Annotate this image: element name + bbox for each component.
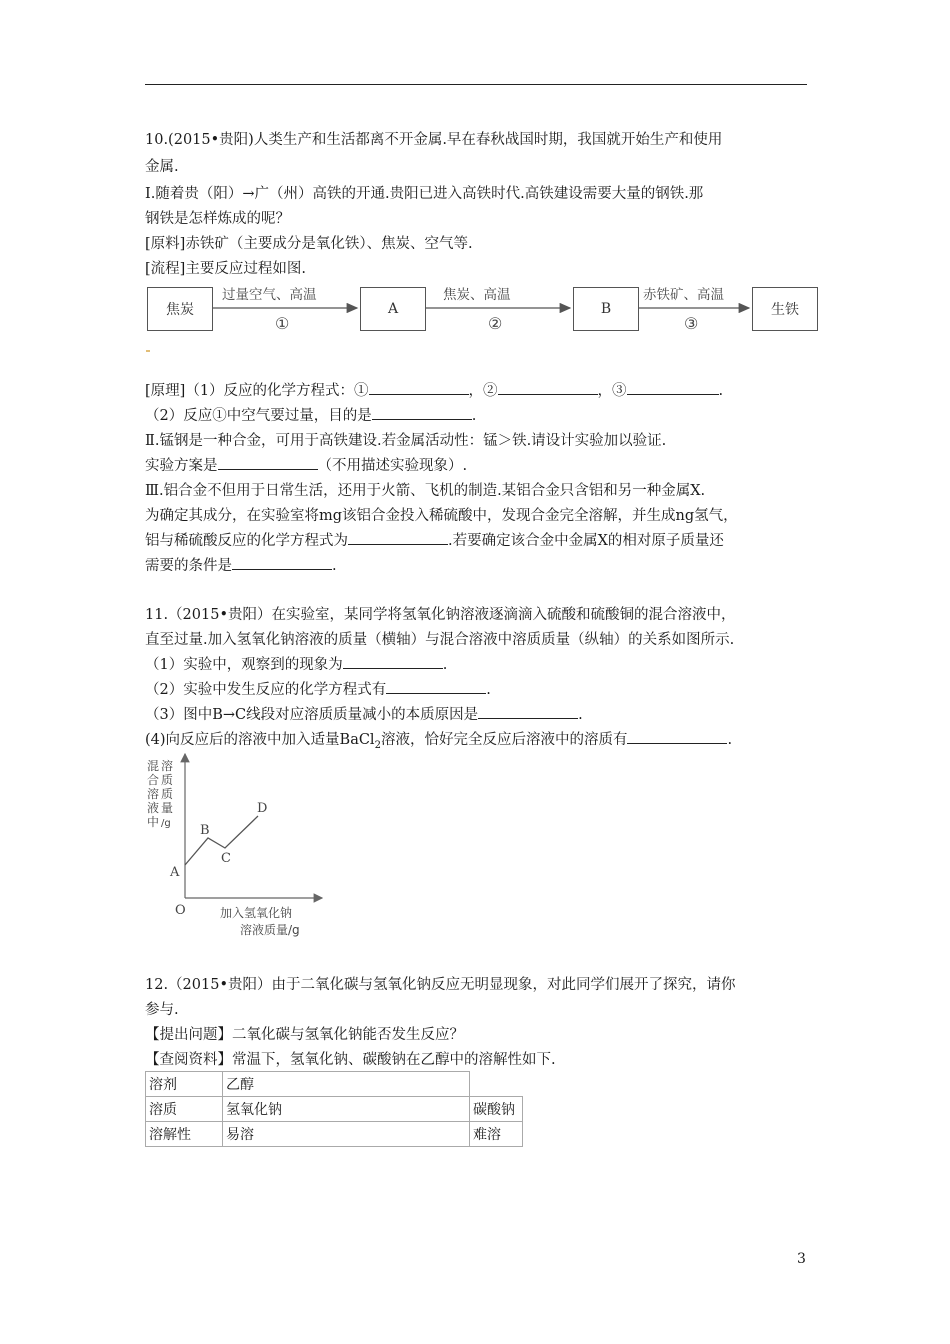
origin-label: O: [175, 903, 186, 918]
answer-blank[interactable]: [348, 530, 448, 545]
y-label-char-9: 量: [161, 801, 174, 815]
answer-blank[interactable]: [478, 704, 578, 719]
q10-line5: [原料]赤铁矿（主要成分是氧化铁）、焦炭、空气等.: [145, 236, 473, 252]
x-label-line2: 溶液质量/g: [240, 923, 300, 937]
q10-line4: 钢铁是怎样炼成的呢？: [145, 211, 290, 227]
flow-arrow2-num: ②: [488, 314, 503, 333]
answer-blank[interactable]: [498, 380, 598, 395]
answer-blank[interactable]: [232, 555, 332, 570]
q10-part3-line4: 需要的条件是 .: [145, 554, 337, 575]
q11-q2: （2）实验中发生反应的化学方程式有 .: [145, 678, 491, 699]
point-c-label: C: [221, 851, 231, 866]
x-label-line1: 加入氢氧化钠: [220, 906, 293, 920]
q11-q4: (4)向反应后的溶液中加入适量BaCl$_2$溶液，恰好完全反应后溶液中的溶质有 .: [145, 728, 732, 751]
answer-blank[interactable]: [218, 455, 318, 470]
y-label-char-7: 质: [161, 773, 174, 787]
q10-principle2: （2）反应①中空气要过量，目的是 .: [145, 404, 476, 425]
q10-line1: 10.(2015•贵阳)人类生产和生活都离不开金属.早在春秋战国时期，我国就开始生产和使用: [145, 132, 723, 148]
solute-mass-graph: [140, 750, 340, 950]
y-label-char-2: 合: [147, 773, 160, 787]
answer-blank[interactable]: [372, 405, 472, 420]
q11-line1: 11.（2015•贵阳）在实验室，某同学将氢氧化钠溶液逐滴滴入硫酸和硫酸铜的混合溶液中，: [145, 607, 736, 623]
y-label-char-3: 溶: [147, 787, 160, 801]
y-label-char-1: 混: [147, 759, 160, 773]
flow-box-a: A: [360, 287, 426, 331]
q11-q1: （1）实验中，观察到的现象为 .: [145, 653, 447, 674]
answer-blank[interactable]: [386, 679, 486, 694]
y-label-char-6: 溶: [161, 759, 174, 773]
q12-line3: 【提出问题】二氧化碳与氢氧化钠能否发生反应？: [145, 1027, 464, 1043]
q10-part2-line1: Ⅱ.锰钢是一种合金，可用于高铁建设.若金属活动性：锰＞铁.请设计实验加以验证.: [145, 433, 667, 449]
q11-line2: 直至过量.加入氢氧化钠溶液的质量（横轴）与混合溶液中溶质质量（纵轴）的关系如图所示.: [145, 632, 735, 648]
flow-box-pig-iron: 生铁: [752, 287, 818, 331]
table-row: 溶解性 易溶 难溶: [146, 1122, 523, 1147]
y-label-char-4: 液: [147, 801, 160, 815]
q12-line4: 【查阅资料】常温下，氢氧化钠、碳酸钠在乙醇中的溶解性如下.: [145, 1052, 556, 1068]
answer-blank[interactable]: [369, 380, 469, 395]
q10-part3-line3: 铝与稀硫酸反应的化学方程式为 .若要确定该合金中金属X的相对原子质量还: [145, 529, 724, 550]
q10-line2: 金属.: [145, 159, 179, 175]
q10-part3-line2: 为确定其成分，在实验室将mg该铝合金投入稀硫酸中，发现合金完全溶解，并生成ng氢气，: [145, 508, 738, 524]
q11-q3: （3）图中B→C线段对应溶质质量减小的本质原因是 .: [145, 703, 583, 724]
point-a-label: A: [170, 865, 180, 880]
flow-box-b: B: [573, 287, 639, 331]
q10-part2-line2: 实验方案是 （不用描述实验现象）.: [145, 454, 467, 475]
y-unit: /g: [161, 818, 171, 829]
q10-line3: Ⅰ.随着贵（阳）→广（州）高铁的开通.贵阳已进入高铁时代.高铁建设需要大量的钢铁.那: [145, 186, 704, 202]
q12-line1: 12.（2015•贵阳）由于二氧化碳与氢氧化钠反应无明显现象，对此同学们展开了探究，请你: [145, 977, 736, 993]
answer-blank[interactable]: [343, 654, 443, 669]
point-b-label: B: [200, 823, 210, 838]
flow-arrow1-num: ①: [275, 314, 290, 333]
y-label-char-5: 中: [147, 815, 160, 829]
table-row: 溶质 氢氧化钠 碳酸钠: [146, 1097, 523, 1122]
solubility-table: [145, 1071, 523, 1147]
flow-arrow1-label: 过量空气、高温: [222, 287, 317, 303]
q12-line2: 参与.: [145, 1002, 179, 1018]
table-row: 溶剂 乙醇: [146, 1072, 523, 1097]
answer-blank[interactable]: [627, 729, 727, 744]
page-number: 3: [797, 1251, 806, 1267]
flow-arrows: [0, 0, 950, 360]
flow-arrow2-label: 焦炭、高温: [443, 287, 511, 303]
q10-line6: [流程]主要反应过程如图.: [145, 261, 306, 277]
y-label-char-8: 质: [161, 787, 174, 801]
answer-blank[interactable]: [627, 380, 719, 395]
q10-part3-line1: Ⅲ.铝合金不但用于日常生活，还用于火箭、飞机的制造.某铝合金只含铝和另一种金属X.: [145, 483, 706, 499]
flow-arrow3-label: 赤铁矿、高温: [643, 287, 724, 303]
q10-principle1: [原理]（1）反应的化学方程式：① ，② ，③ .: [145, 379, 723, 400]
flow-box-coke: 焦炭: [147, 287, 213, 331]
flow-arrow3-num: ③: [684, 314, 699, 333]
point-d-label: D: [257, 801, 268, 816]
